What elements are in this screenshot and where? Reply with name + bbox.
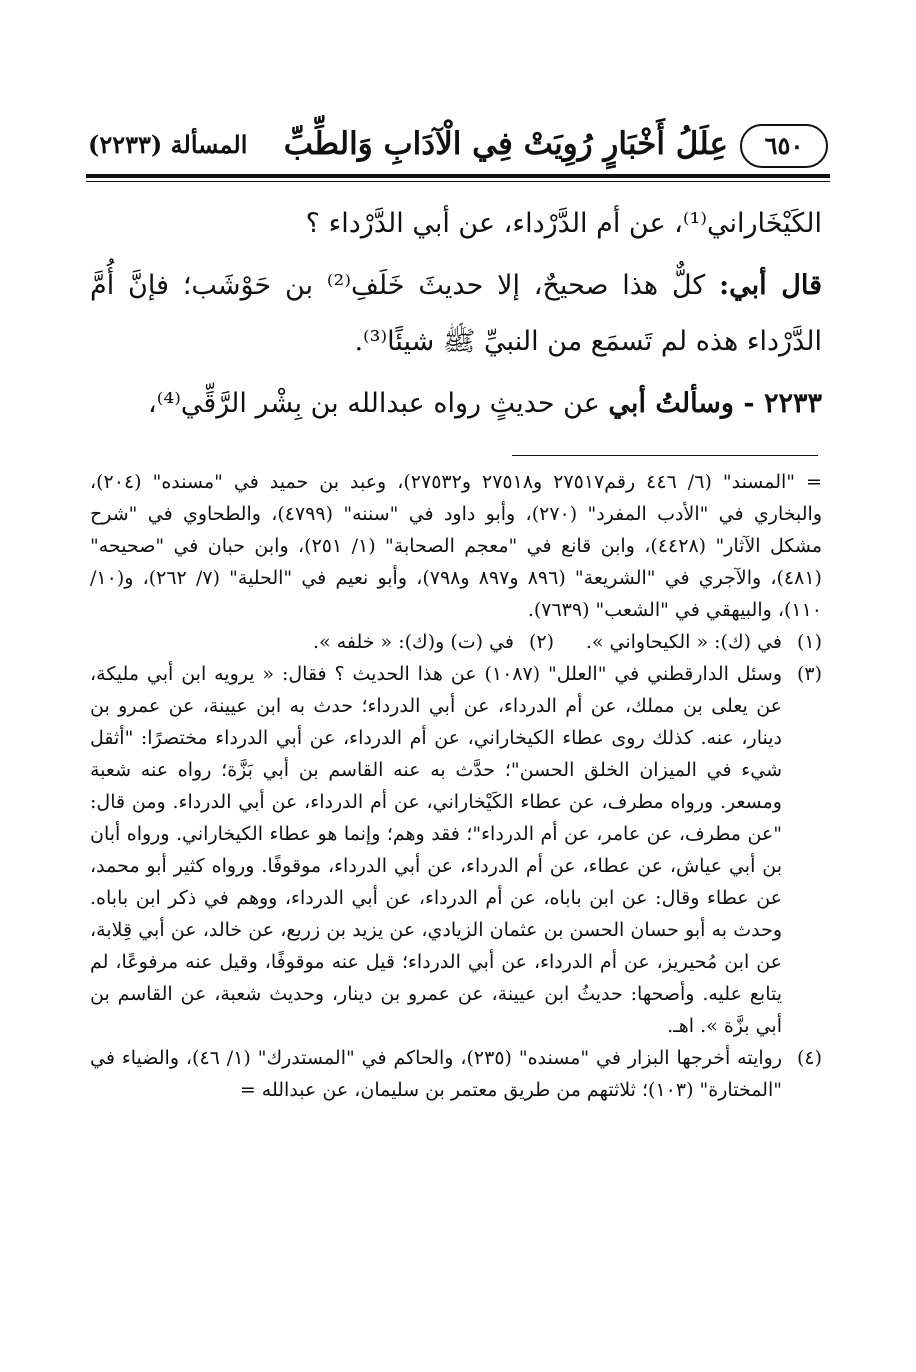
footnotes-1-2	[90, 626, 822, 658]
main-text	[90, 196, 822, 432]
footnote-3-text: وسئل الدارقطني في "العلل" (١٠٨٧) عن هذا الحديث ؟ فقال: « يرويه ابن أبي مليكة، عن يعلى بن مملك، عن أم الدرداء، عن أبي الدرداء؛ حدث به ابن عيينة، عن عمرو بن دينار، عنه. كذلك روى عطاء الكيخاراني، عن أم الدرداء، عن أبي الدرداء مختصرًا: "أثقل شيء في الميزان الخلق الحسن"؛ حدَّث به عنه القاسم بن أبي بَزَّة؛ رواه عنه شعبة ومسعر. ورواه مطرف، عن عطاء الكَيْخاراني، عن أم الدرداء، عن أبي الدرداء. ومن قال: "عن مطرف، عن عامر، عن أم الدرداء"؛ فقد وهم؛ وإنما هو عطاء الكيخاراني. ورواه أبان بن أبي عياش، عن عطاء، عن أم الدرداء، عن أبي الدرداء، موقوفًا. ورواه كثير أبو محمد، عن عطاء وقال: عن ابن باباه، عن أم الدرداء، عن أبي الدرداء، ووهم في ذكر ابن باباه. وحدث به أبو حسان الحسن بن عثمان الزيادي، عن يزيد بن زريع، عن خالد، عن أبي قِلابة، عن ابن مُحيريز، عن أم الدرداء، عن أبي الدرداء؛ قيل عنه موقوفًا، وقيل عنه مرفوعًا، لم يتابع عليه. وأصحها: حديثُ ابن عيينة، عن عمرو بن دينار، وحديث شعبة، عن القاسم بن أبي بزَّة ». اهـ.	[90, 663, 782, 1037]
answer-paragraph	[90, 258, 822, 370]
footnote-1-text: في (ك): « الكيحاواني ».	[585, 631, 782, 653]
issue-paragraph	[90, 376, 822, 432]
footnote-2-text: في (ت) و(ك): « خلفه ».	[312, 631, 514, 653]
footnotes	[90, 466, 822, 1106]
answer-text: كلٌّ هذا صحيحٌ، إلا حديثَ خَلَفِ⁽²⁾ بن حَوْشَب؛ فإنَّ أُمَّ الدَّرْداء هذه لم تَسمَع من النبيِّ ﷺ شيئًا⁽³⁾.	[90, 270, 822, 357]
footnote-1	[554, 626, 822, 658]
footnote-separator	[512, 455, 818, 456]
page-number: ٦٥٠	[740, 124, 828, 168]
footnote-continuation: = "المسند" (٦/ ٤٤٦ رقم٢٧٥١٧ و٢٧٥١٨ و٢٧٥٣٢)، وعبد بن حميد في "مسنده" (٢٠٤)، والبخاري في "الأدب المفرد" (٢٧٠)، وأبو داود في "سننه" (٤٧٩٩)، والطحاوي في "شرح مشكل الآثار" (٤٤٢٨)، وابن قانع في "معجم الصحابة" (١/ ٢٥١)، وابن حبان في "صحيحه" (٤٨١)، والآجري في "الشريعة" (٨٩٦ و٨٩٧ و٧٩٨)، وأبو نعيم في "الحلية" (٧/ ٢٦٢)، و(١٠/ ١١٠)، والبيهقي في "الشعب" (٧٦٣٩).	[90, 471, 822, 621]
issue-label: المسألة (٢٢٣٣)	[88, 130, 248, 159]
footnote-2	[90, 626, 554, 658]
footnote-1-number: (١)	[796, 631, 822, 653]
footnote-3	[90, 658, 822, 1042]
header-rule-thick	[86, 174, 830, 178]
footnote-2-number: (٢)	[528, 631, 554, 653]
header-rule-thin	[86, 181, 830, 182]
issue-lead: ٢٢٣٣ - وسألتُ أبي	[608, 388, 822, 419]
footnote-4-text: روايته أخرجها البزار في "مسنده" (٢٣٥)، والحاكم في "المستدرك" (١/ ٤٦)، والضياء في "المختارة" (١٠٣)؛ ثلاثتهم من طريق معتمر بن سليمان، عن عبدالله =	[90, 1047, 783, 1101]
answer-lead: قال أبي:	[719, 270, 822, 301]
book-title: عِلَلُ أَخْبَارٍ رُوِيَتْ فِي الْآدَابِ وَالطِّبِّ	[283, 126, 728, 162]
issue-text: عن حديثٍ رواه عبدالله بن بِشْر الرَّقِّي⁽⁴⁾،	[148, 388, 600, 419]
page-header	[88, 118, 828, 170]
footnote-4-number: (٤)	[796, 1047, 822, 1069]
footnote-3-number: (٣)	[796, 663, 822, 685]
main-line-1: الكَيْخَاراني⁽¹⁾، عن أم الدَّرْداء، عن أبي الدَّرْداء ؟	[305, 208, 822, 239]
footnote-4	[90, 1042, 822, 1106]
